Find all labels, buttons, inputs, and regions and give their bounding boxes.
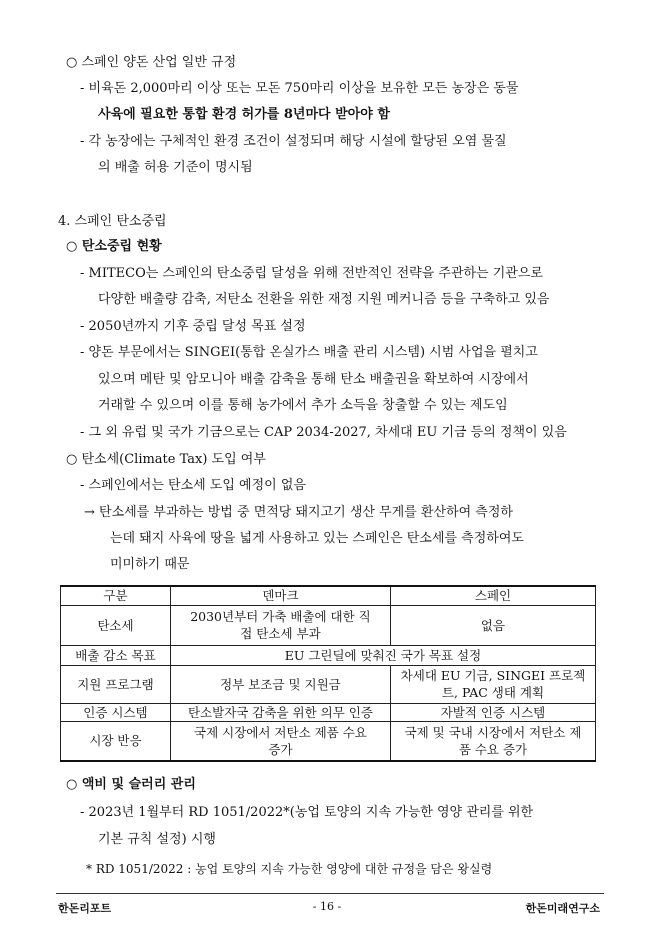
text-line: - MITECO는 스페인의 탄소중립 달성을 위해 전반적인 전략을 주관하는 기관으로 xyxy=(80,266,543,281)
text-line: - 2050년까지 기후 중립 달성 목표 설정 xyxy=(80,319,306,334)
footer-left: 한돈리포트 xyxy=(58,902,112,915)
table-cell: 탄소발자국 감축을 위한 의무 인증 xyxy=(170,703,390,721)
table-cell: 국제 및 국내 시장에서 저탄소 제품 수요 증가 xyxy=(390,721,595,761)
table-header-spain: 스페인 xyxy=(390,586,595,605)
text-line: 다양한 배출량 감축, 저탄소 전환을 위한 재정 지원 메커니즘 등을 구축하고 있음 xyxy=(98,292,550,307)
text-line: 있으며 메탄 및 암모니아 배출 감축을 통해 탄소 배출권을 확보하여 시장에서 xyxy=(98,372,529,387)
text-line: 의 배출 허용 기준이 명시됨 xyxy=(98,160,253,175)
text-line: 는데 돼지 사육에 땅을 넓게 사용하고 있는 스페인은 탄소세를 측정하여도 xyxy=(110,531,524,546)
table-cell: 인증 시스템 xyxy=(61,703,171,721)
table-cell: 없음 xyxy=(390,605,595,645)
table-cell: 정부 보조금 및 지원금 xyxy=(170,665,390,703)
comparison-table xyxy=(60,585,596,762)
text-line: - 비육돈 2,000마리 이상 또는 모돈 750마리 이상을 보유한 모든 농장은 동물 xyxy=(80,81,519,96)
footer-right: 한돈미래연구소 xyxy=(525,902,600,915)
text-line: 기본 규칙 설정) 시행 xyxy=(98,832,216,847)
subsection-heading-carbon-status: ○ 탄소중립 현황 xyxy=(66,239,162,254)
text-line: - 양돈 부문에서는 SINGEI(통합 온실가스 배출 관리 시스템) 시범 사업을 펼치고 xyxy=(80,345,538,360)
text-line: - 스페인에서는 탄소세 도입 예정이 없음 xyxy=(80,478,306,493)
table-cell: 탄소세 xyxy=(61,605,171,645)
table-cell: 자발적 인증 시스템 xyxy=(390,703,595,721)
text-line: 미미하기 때문 xyxy=(110,557,190,572)
section-heading-general-regulations: ○ 스페인 양돈 산업 일반 규정 xyxy=(66,55,237,70)
table-cell: EU 그린딜에 맞춰진 국가 목표 설정 xyxy=(170,645,595,665)
text-line: 사육에 필요한 통합 환경 허가를 8년마다 받아야 함 xyxy=(98,107,390,122)
footnote: * RD 1051/2022 : 농업 토양의 지속 가능한 영양에 대한 규정을 담은 왕실령 xyxy=(86,862,493,876)
page-number: - 16 - xyxy=(312,900,342,913)
table-cell: 배출 감소 목표 xyxy=(61,645,171,665)
table-row xyxy=(61,605,596,645)
table-header-category: 구분 xyxy=(61,586,171,605)
table-row xyxy=(61,703,596,721)
text-line-arrow: → 탄소세를 부과하는 방법 중 면적당 돼지고기 생산 무게를 환산하여 측정하 xyxy=(84,505,513,520)
table-row xyxy=(61,721,596,761)
table-cell: 지원 프로그램 xyxy=(61,665,171,703)
table-row xyxy=(61,665,596,703)
section-title-carbon-neutrality: 4. 스페인 탄소중립 xyxy=(58,214,167,229)
table-header-denmark: 덴마크 xyxy=(170,586,390,605)
table-cell: 시장 반응 xyxy=(61,721,171,761)
footer-divider xyxy=(56,893,604,894)
table-cell: 차세대 EU 기금, SINGEI 프로젝트, PAC 생태 계획 xyxy=(390,665,595,703)
text-line: - 2023년 1월부터 RD 1051/2022*(농업 토양의 지속 가능한 영양 관리를 위한 xyxy=(80,805,534,820)
text-line: - 각 농장에는 구체적인 환경 조건이 설정되며 해당 시설에 할당된 오염 물질 xyxy=(80,134,507,149)
subsection-heading-manure-slurry: ○ 액비 및 슬러리 관리 xyxy=(66,777,196,792)
table-cell: 2030년부터 가축 배출에 대한 직접 탄소세 부과 xyxy=(170,605,390,645)
subsection-heading-climate-tax: ○ 탄소세(Climate Tax) 도입 여부 xyxy=(66,452,266,467)
text-line: 거래할 수 있으며 이를 통해 농가에서 추가 소득을 창출할 수 있는 제도임 xyxy=(98,398,508,413)
table-cell: 국제 시장에서 저탄소 제품 수요 증가 xyxy=(170,721,390,761)
table-row xyxy=(61,645,596,665)
text-line: - 그 외 유럽 및 국가 기금으로는 CAP 2034-2027, 차세대 EU 기금 등의 정책이 있음 xyxy=(80,425,567,440)
